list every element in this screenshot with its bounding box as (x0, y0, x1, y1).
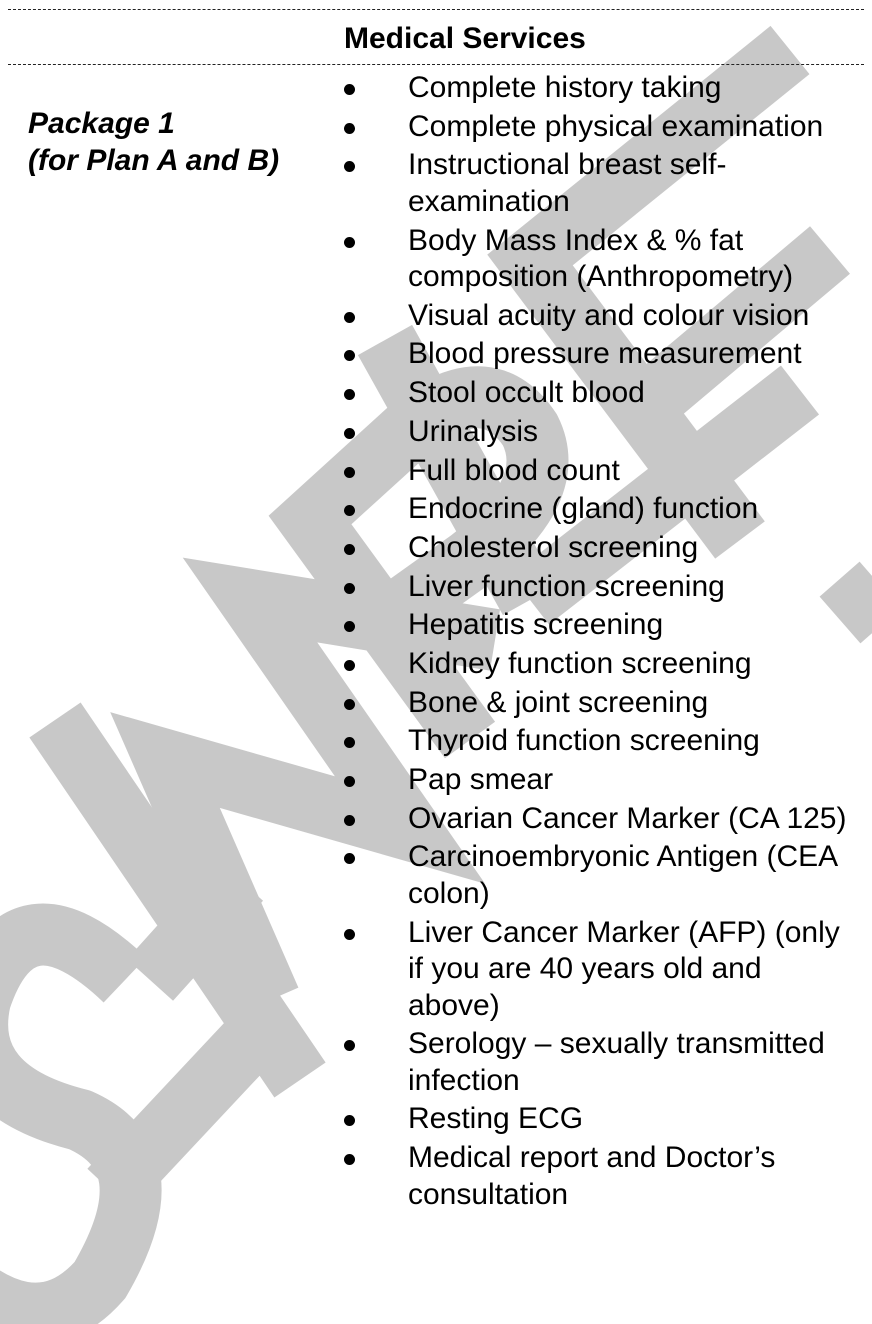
service-text: Medical report and Doctor’s consultation (408, 1141, 776, 1211)
service-text: Liver Cancer Marker (AFP) (only if you are 40 years old and above) (408, 915, 840, 1022)
list-item (0, 414, 872, 451)
bullet-icon (344, 853, 355, 864)
header-dashed-divider (8, 64, 864, 65)
bullet-icon (344, 660, 355, 671)
service-text: Endocrine (gland) function (408, 492, 759, 526)
list-item (0, 453, 872, 490)
list-item (0, 723, 872, 760)
service-text: Stool occult blood (408, 376, 645, 410)
list-item (0, 147, 872, 220)
service-text: Blood pressure measurement (408, 337, 802, 371)
bullet-icon (344, 123, 355, 134)
service-text: Serology – sexually transmitted infection (408, 1027, 825, 1097)
service-text: Cholesterol screening (408, 530, 699, 564)
package-plans: (for Plan A and B) (28, 144, 280, 177)
services-list (0, 70, 872, 1215)
service-text: Complete history taking (408, 71, 722, 104)
bullet-icon (344, 815, 355, 826)
service-text: Resting ECG (408, 1102, 584, 1136)
bullet-icon (344, 389, 355, 400)
service-text: Complete physical examination (408, 109, 824, 143)
list-item (0, 223, 872, 296)
list-item (0, 530, 872, 567)
bullet-icon (344, 505, 355, 516)
list-item (0, 762, 872, 799)
service-text: Bone & joint screening (408, 685, 709, 719)
list-item (0, 109, 872, 146)
bullet-icon (344, 621, 355, 632)
list-item (0, 491, 872, 528)
list-item (0, 336, 872, 373)
list-item (0, 607, 872, 644)
list-item (0, 569, 872, 606)
bullet-icon (344, 737, 355, 748)
service-text: Thyroid function screening (408, 724, 760, 758)
bullet-icon (344, 699, 355, 710)
package-name: Package 1 (28, 107, 175, 140)
bullet-icon (344, 84, 355, 95)
bullet-icon (344, 161, 355, 172)
service-text: Hepatitis screening (408, 608, 664, 642)
section-heading: Medical Services (344, 22, 586, 55)
bullet-icon (344, 776, 355, 787)
list-item (0, 685, 872, 722)
bullet-icon (344, 350, 355, 361)
service-text: Visual acuity and colour vision (408, 298, 810, 332)
list-item (0, 801, 872, 838)
bullet-icon (344, 1154, 355, 1165)
list-item (0, 375, 872, 412)
list-item (0, 839, 872, 912)
service-text: Body Mass Index & % fat composition (Anthropometry) (408, 223, 794, 294)
list-item (0, 1026, 872, 1099)
list-item (0, 1101, 872, 1138)
bullet-icon (344, 1040, 355, 1051)
bullet-icon (344, 544, 355, 555)
service-text: Urinalysis (408, 414, 539, 448)
bullet-icon (344, 1115, 355, 1126)
service-text: Instructional breast self-examination (408, 148, 727, 218)
bullet-icon (344, 428, 355, 439)
list-item (0, 70, 872, 107)
service-text: Full blood count (408, 453, 620, 487)
list-item (0, 298, 872, 335)
service-text: Pap smear (408, 763, 554, 796)
service-text: Ovarian Cancer Marker (CA 125) (408, 801, 847, 835)
top-dashed-divider (8, 9, 864, 10)
service-text: Liver function screening (408, 569, 725, 603)
list-item (0, 1140, 872, 1213)
bullet-icon (344, 929, 355, 940)
bullet-icon (344, 312, 355, 323)
bullet-icon (344, 237, 355, 248)
service-text: Carcinoembryonic Antigen (CEA colon) (408, 840, 837, 910)
bullet-icon (344, 467, 355, 478)
list-item (0, 915, 872, 1025)
list-item (0, 646, 872, 683)
bullet-icon (344, 583, 355, 594)
service-text: Kidney function screening (408, 646, 752, 680)
